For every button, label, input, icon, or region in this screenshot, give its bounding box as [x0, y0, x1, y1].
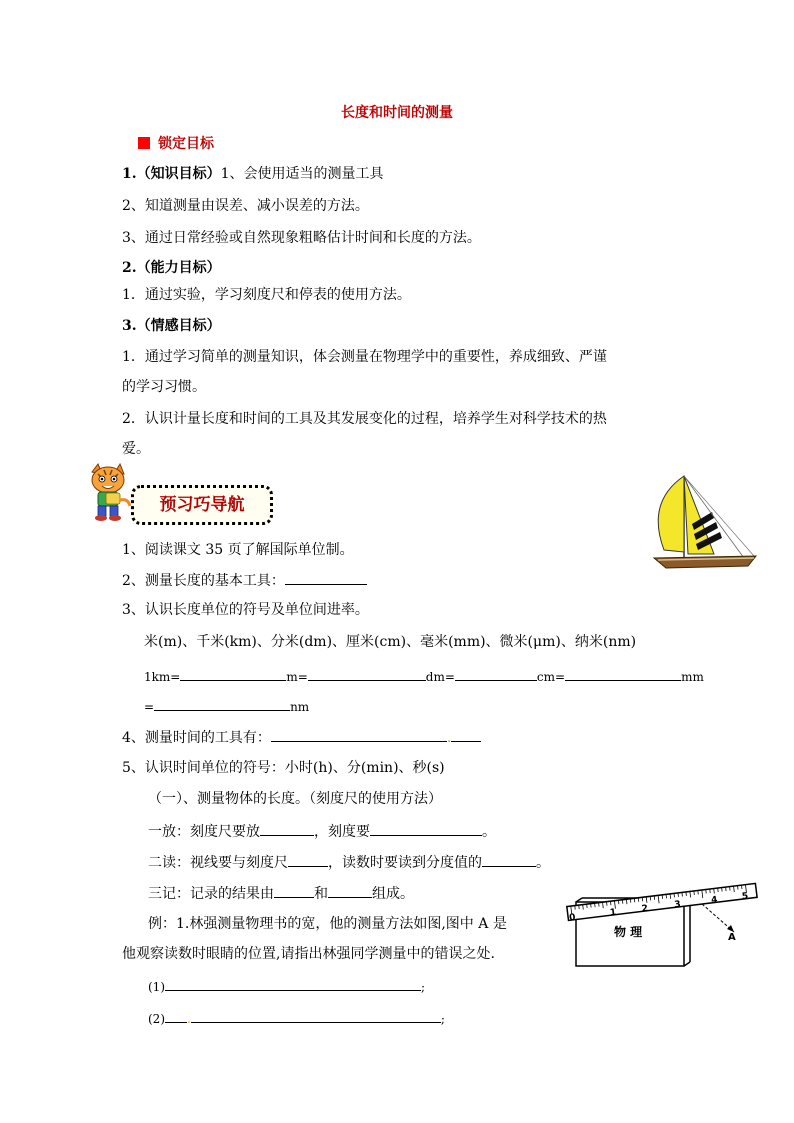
ruler-tick-label: 5 [741, 891, 749, 903]
blank-conv-m[interactable] [180, 666, 286, 681]
length-units-list: 米(m)、千米(km)、分米(dm)、厘米(cm)、毫米(mm)、微米(μm)、纳米(nm) [144, 634, 637, 650]
blank-length-tool[interactable] [285, 570, 367, 585]
answer-2-label: (2) [148, 1012, 165, 1026]
conv-cm: cm= [536, 670, 566, 684]
red-square-icon [138, 137, 150, 149]
blank-time-tool-1[interactable] [271, 727, 447, 742]
book-label: 物 理 [614, 925, 643, 939]
step-place [148, 821, 496, 842]
answer-1-end: ; [421, 980, 426, 994]
preview-item-3: 3、认识长度单位的符号及单位间进率。 [122, 602, 369, 618]
goal-emotion-head: 3.（情感目标） [122, 318, 221, 334]
blank-answer-2a[interactable] [165, 1008, 187, 1023]
preview-item-4-dot: . [446, 730, 452, 746]
blank-conv-cm[interactable] [455, 666, 537, 681]
conv-m: m= [286, 670, 308, 684]
section-goals-label: 锁定目标 [158, 136, 214, 152]
blank-read-2[interactable] [482, 852, 536, 867]
sailboat-illustration [644, 472, 762, 572]
blank-conv-mm[interactable] [565, 666, 681, 681]
answer-2 [148, 1008, 445, 1029]
conv-dm: dm= [425, 670, 455, 684]
blank-time-tool-2[interactable] [451, 727, 481, 742]
conv-1km: 1km= [144, 670, 181, 684]
step-read-b: ，读数时要读到分度值的 [328, 855, 482, 871]
blank-record-2[interactable] [328, 883, 372, 898]
eye-position-label: A [728, 932, 736, 943]
step-place-b: ，刻度要 [314, 824, 370, 840]
ruler-tick-label: 4 [710, 895, 719, 906]
tiger-mascot-icon [84, 462, 132, 522]
section-goals-heading [138, 133, 214, 153]
blank-place-2[interactable] [370, 821, 482, 836]
goal-ability-head: 2.（能力目标） [122, 260, 221, 276]
answer-2-dot: . [187, 1012, 191, 1026]
goal-knowledge-1: 1、会使用适当的测量工具 [220, 166, 384, 182]
blank-record-1[interactable] [274, 883, 314, 898]
step-read-a: 二读：视线要与刻度尺 [148, 855, 288, 871]
step-place-a: 一放：刻度尺要放 [148, 824, 260, 840]
ruler-tick-label: 0 [568, 912, 577, 924]
example-line-2: 他观察读数时眼睛的位置,请指出林强同学测量中的错误之处. [122, 946, 495, 962]
conv-eq: = [144, 700, 155, 714]
goal-emotion-1b: 的学习习惯。 [122, 379, 206, 395]
blank-conv-nm[interactable] [154, 696, 290, 711]
step-record-b: 和 [314, 886, 328, 902]
step-record [148, 883, 414, 904]
blank-place-1[interactable] [260, 821, 314, 836]
answer-1 [148, 976, 425, 997]
goal-knowledge-head: 1.（知识目标） [122, 166, 221, 182]
preview-item-4 [122, 727, 481, 748]
goal-ability-1: 1．通过实验，学习刻度尺和停表的使用方法。 [122, 287, 411, 303]
preview-item-2 [122, 570, 367, 591]
goal-emotion-1a: 1．通过学习简单的测量知识，体会测量在物理学中的重要性，养成细致、严谨 [122, 349, 607, 365]
blank-conv-dm[interactable] [308, 666, 426, 681]
step-read [148, 852, 550, 873]
measure-length-heading: （一）、测量物体的长度。（刻度尺的使用方法） [148, 791, 442, 807]
step-record-c: 组成。 [372, 886, 414, 902]
goal-knowledge-3: 3、通过日常经验或自然现象粗略估计时间和长度的方法。 [122, 230, 481, 246]
step-place-c: 。 [482, 824, 496, 840]
goal-knowledge-2: 2、知道测量由误差、减小误差的方法。 [122, 198, 369, 214]
example-line-1: 例：1.林强测量物理书的宽，他的测量方法如图,图中 A 是 [148, 916, 507, 932]
goal-emotion-2b: 爱。 [122, 441, 150, 457]
preview-guide-badge: 预习巧导航 [131, 485, 273, 525]
page-title: 长度和时间的测量 [341, 105, 453, 121]
blank-answer-2b[interactable] [191, 1008, 441, 1023]
ruler-measurement-figure [562, 880, 772, 972]
unit-conversion-line-2 [144, 696, 309, 717]
answer-1-label: (1) [148, 980, 165, 994]
step-record-a: 三记：记录的结果由 [148, 886, 274, 902]
goal-knowledge-line [122, 164, 384, 184]
conv-nm: nm [290, 700, 310, 714]
ruler-tick-label: 3 [673, 899, 682, 911]
preview-item-5: 5、认识时间单位的符号：小时(h)、分(min)、秒(s) [122, 760, 445, 776]
blank-answer-1[interactable] [165, 976, 421, 991]
blank-read-1[interactable] [288, 852, 328, 867]
ruler-tick-label: 2 [641, 903, 649, 915]
answer-2-end: ; [440, 1012, 445, 1026]
goal-emotion-2a: 2．认识计量长度和时间的工具及其发展变化的过程，培养学生对科学技术的热 [122, 411, 607, 427]
unit-conversion-line-1 [144, 666, 704, 687]
preview-item-2-text: 2、测量长度的基本工具： [122, 573, 285, 589]
ruler-tick-label: 1 [609, 907, 617, 919]
conv-mm: mm [681, 670, 704, 684]
preview-item-4-text: 4、测量时间的工具有： [122, 730, 271, 746]
step-read-c: 。 [536, 855, 550, 871]
preview-item-1: 1、阅读课文 35 页了解国际单位制。 [122, 542, 354, 558]
